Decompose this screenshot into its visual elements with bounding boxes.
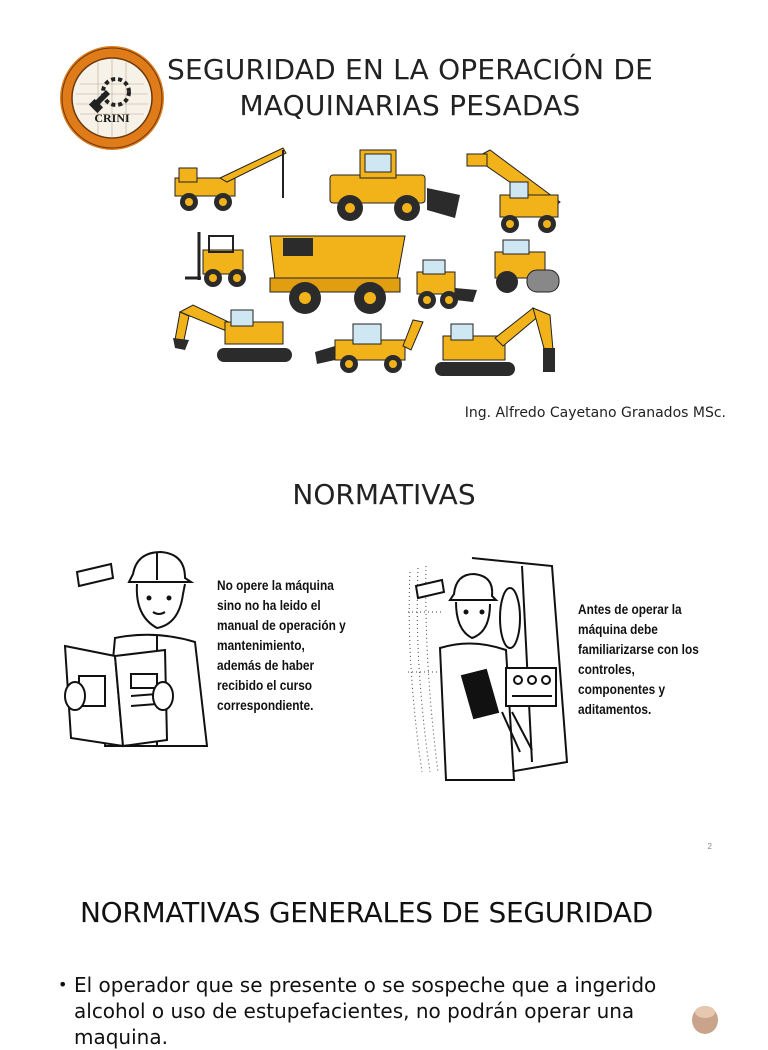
presentation-title: SEGURIDAD EN LA OPERACIÓN DE MAQUINARIAS PESADAS (166, 53, 654, 122)
excavator-icon (173, 305, 292, 362)
skid-steer-icon (417, 260, 477, 309)
slide-normativas (0, 448, 768, 856)
forklift-icon (185, 232, 246, 287)
worker-controls-illustration (402, 552, 572, 782)
controls-instruction-text: Antes de operar la máquina debe familiarizarse con los controles, componentes y aditamentos. (578, 602, 699, 717)
worker-reading-manual-illustration (45, 546, 210, 768)
wheel-loader-icon (330, 150, 460, 221)
presenter-avatar (688, 1002, 722, 1024)
author-name: Ing. Alfredo Cayetano Granados MSc. (464, 405, 726, 421)
slide-normativas-generales (0, 864, 768, 1049)
bullet-text: El operador que se presente o se sospeche que a ingerido alcohol o uso de estupefacientes, no podrán operar una maquina. (74, 973, 657, 1049)
bullet-point: • (58, 975, 68, 994)
backhoe-loader-icon (315, 320, 423, 373)
dump-truck-icon (270, 236, 405, 314)
manual-instruction-text: No opere la máquina sino no ha leido el manual de operación y mantenimiento, además de haber recibido el curso correspondiente. (217, 578, 346, 713)
road-roller-icon (495, 240, 559, 293)
hydraulic-hammer-excavator-icon (435, 308, 555, 376)
bullet-item (58, 972, 698, 1050)
slide-title (0, 0, 768, 440)
heavy-machinery-illustration (165, 140, 605, 385)
telehandler-icon (467, 150, 560, 233)
svg-text:CRINI: CRINI (94, 111, 130, 125)
slide-title: NORMATIVAS GENERALES DE SEGURIDAD (80, 896, 654, 929)
crane-truck-icon (175, 148, 286, 211)
page-number: 2 (707, 842, 712, 851)
slide-title: NORMATIVAS (292, 478, 476, 511)
